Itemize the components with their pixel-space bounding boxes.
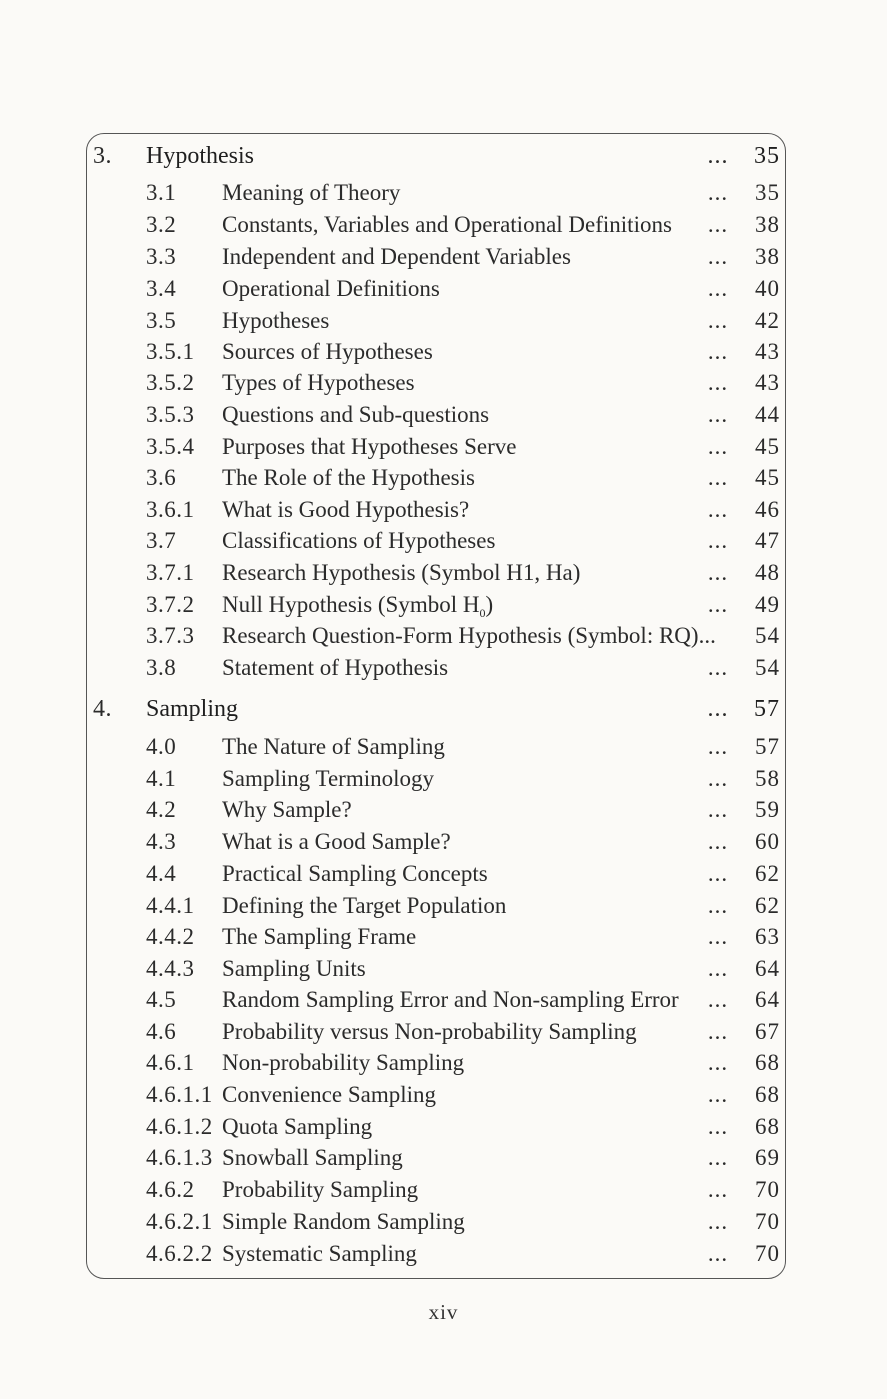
page-number: 45 xyxy=(755,434,780,459)
section-number: 3.4 xyxy=(146,276,177,301)
section-title: Probability Sampling xyxy=(222,1177,419,1202)
toc-entry[interactable] xyxy=(0,890,887,922)
section-number: 3.3 xyxy=(146,244,177,269)
section-number: 4.5 xyxy=(146,987,177,1012)
leader-dots: ... xyxy=(707,734,729,759)
page-number: 70 xyxy=(755,1177,780,1202)
toc-entry[interactable] xyxy=(0,858,887,890)
section-title: Practical Sampling Concepts xyxy=(222,861,488,886)
toc-entry[interactable] xyxy=(0,1111,887,1143)
section-title: Operational Definitions xyxy=(222,276,440,301)
section-title: Convenience Sampling xyxy=(222,1082,436,1107)
section-number: 3.6.1 xyxy=(146,497,195,522)
toc-entry[interactable] xyxy=(0,399,887,431)
page-number: 68 xyxy=(755,1082,780,1107)
section-title-end: ) xyxy=(485,592,494,617)
chapter-title: Sampling xyxy=(146,696,239,722)
section-number: 3.5 xyxy=(146,308,177,333)
page-number: 64 xyxy=(755,956,780,981)
toc-entry[interactable] xyxy=(0,652,887,684)
toc-entry[interactable] xyxy=(0,1047,887,1079)
leader-dots: ... xyxy=(707,402,729,427)
section-title: The Role of the Hypothesis xyxy=(222,465,475,490)
page-number: 68 xyxy=(755,1050,780,1075)
section-number: 4.2 xyxy=(146,797,177,822)
leader-dots: ... xyxy=(707,560,729,585)
toc-entry[interactable] xyxy=(0,209,887,241)
leader-dots: ... xyxy=(707,339,729,364)
leader-dots: ... xyxy=(707,797,729,822)
section-title: The Sampling Frame xyxy=(222,924,417,949)
section-title: Snowball Sampling xyxy=(222,1145,403,1170)
leader-dots: ... xyxy=(707,370,729,395)
section-title: Random Sampling Error and Non-sampling Error xyxy=(222,987,679,1012)
page-number: 45 xyxy=(755,465,780,490)
toc-entry[interactable] xyxy=(0,589,887,621)
page-number: 63 xyxy=(755,924,780,949)
chapter-number: 3. xyxy=(93,143,112,169)
page-number: 35 xyxy=(754,143,780,169)
page-folio: xiv xyxy=(428,1300,459,1324)
section-title: Statement of Hypothesis xyxy=(222,655,449,680)
leader-dots: ... xyxy=(707,1019,729,1044)
toc-entry[interactable] xyxy=(0,273,887,305)
section-number: 3.5.2 xyxy=(146,370,195,395)
section-number: 4.6.2.2 xyxy=(146,1241,213,1266)
section-title: Non-probability Sampling xyxy=(222,1050,465,1075)
section-number: 4.6.1.1 xyxy=(146,1082,213,1107)
leader-dots: ... xyxy=(707,956,729,981)
page-number: 58 xyxy=(755,766,780,791)
section-number: 3.6 xyxy=(146,465,177,490)
section-number: 3.8 xyxy=(146,655,177,680)
page-number: 38 xyxy=(755,212,780,237)
toc-entry[interactable] xyxy=(0,305,887,337)
chapter-title: Hypothesis xyxy=(146,143,254,169)
leader-dots: ... xyxy=(707,861,729,886)
section-number: 4.6.2.1 xyxy=(146,1209,213,1234)
toc-entry[interactable] xyxy=(0,431,887,463)
section-title: Questions and Sub-questions xyxy=(222,402,490,427)
section-title: Constants, Variables and Operational Definitions xyxy=(222,212,672,237)
leader-dots: ... xyxy=(707,1114,729,1139)
leader-dots: ... xyxy=(707,1145,729,1170)
section-title: Quota Sampling xyxy=(222,1114,373,1139)
toc-entry[interactable] xyxy=(0,1016,887,1048)
page-number: 47 xyxy=(755,528,780,553)
section-number: 4.6.1.3 xyxy=(146,1145,213,1170)
section-title: Simple Random Sampling xyxy=(222,1209,465,1234)
section-title: Classifications of Hypotheses xyxy=(222,528,496,553)
section-title: What is Good Hypothesis? xyxy=(222,497,470,522)
section-title: Probability versus Non-probability Sampling xyxy=(222,1019,637,1044)
page-number: 49 xyxy=(755,592,780,617)
leader-dots: ... xyxy=(707,434,729,459)
toc-entry[interactable] xyxy=(0,462,887,494)
section-number: 4.4 xyxy=(146,861,177,886)
page-number: 54 xyxy=(755,655,780,680)
section-title: Research Hypothesis (Symbol H1, Ha) xyxy=(222,560,581,585)
toc-entry[interactable] xyxy=(0,921,887,953)
section-number: 3.2 xyxy=(146,212,177,237)
leader-dots: ... xyxy=(707,766,729,791)
leader-dots: ... xyxy=(707,1082,729,1107)
section-number: 4.0 xyxy=(146,734,177,759)
page-number: 48 xyxy=(755,560,780,585)
page-number: 44 xyxy=(755,402,780,427)
section-number: 4.1 xyxy=(146,766,177,791)
page-number: 54 xyxy=(755,623,780,648)
toc-entry[interactable] xyxy=(0,826,887,858)
page-number: 69 xyxy=(755,1145,780,1170)
section-title: Systematic Sampling xyxy=(222,1241,417,1266)
toc-entry[interactable] xyxy=(0,984,887,1016)
page-number: 42 xyxy=(755,308,780,333)
page-number: 70 xyxy=(755,1209,780,1234)
page-number: 62 xyxy=(755,893,780,918)
page-number: 57 xyxy=(755,734,780,759)
leader-dots: ... xyxy=(707,987,729,1012)
toc-chapter-3[interactable] xyxy=(0,140,887,172)
leader-dots: ... xyxy=(707,1177,729,1202)
leader-dots: ... xyxy=(707,308,729,333)
leader-dots: ... xyxy=(707,592,729,617)
leader-dots: ... xyxy=(707,465,729,490)
page-number: 70 xyxy=(755,1241,780,1266)
section-number: 3.7 xyxy=(146,528,177,553)
section-title: Purposes that Hypotheses Serve xyxy=(222,434,517,459)
page-number: 46 xyxy=(755,497,780,522)
page-number: 43 xyxy=(755,370,780,395)
section-number: 4.4.1 xyxy=(146,893,195,918)
leader-dots: ... xyxy=(707,180,729,205)
section-title: The Nature of Sampling xyxy=(222,734,445,759)
toc-entry[interactable] xyxy=(0,620,887,652)
section-title: Sampling Terminology xyxy=(222,766,434,791)
section-number: 4.3 xyxy=(146,829,177,854)
toc-entry[interactable] xyxy=(0,1079,887,1111)
section-number: 3.7.1 xyxy=(146,560,195,585)
page-number: 62 xyxy=(755,861,780,886)
section-title: Research Question-Form Hypothesis (Symbol: RQ)... xyxy=(222,623,716,648)
toc-entry[interactable] xyxy=(0,794,887,826)
section-title: Hypotheses xyxy=(222,308,330,333)
leader-dots: ... xyxy=(707,1241,729,1266)
toc-entry[interactable] xyxy=(0,367,887,399)
leader-dots: ... xyxy=(707,924,729,949)
page-number: 60 xyxy=(755,829,780,854)
leader-dots: ... xyxy=(707,528,729,553)
section-title: What is a Good Sample? xyxy=(222,829,451,854)
chapter-number: 4. xyxy=(93,696,112,722)
leader-dots: ... xyxy=(707,244,729,269)
page-number: 68 xyxy=(755,1114,780,1139)
toc-entry[interactable] xyxy=(0,336,887,368)
page-number: 59 xyxy=(755,797,780,822)
section-title: Independent and Dependent Variables xyxy=(222,244,571,269)
toc-entry[interactable] xyxy=(0,763,887,795)
toc-entry[interactable] xyxy=(0,1142,887,1174)
toc-entry[interactable] xyxy=(0,1238,887,1270)
toc-entry[interactable] xyxy=(0,1206,887,1238)
section-title: Sources of Hypotheses xyxy=(222,339,433,364)
leader-dots: ... xyxy=(707,893,729,918)
section-number: 4.6.2 xyxy=(146,1177,195,1202)
leader-dots: ... xyxy=(707,655,729,680)
toc-entry[interactable] xyxy=(0,557,887,589)
section-title: Defining the Target Population xyxy=(222,893,507,918)
section-number: 4.4.3 xyxy=(146,956,195,981)
section-number: 3.1 xyxy=(146,180,177,205)
section-number: 3.7.2 xyxy=(146,592,195,617)
page-number: 35 xyxy=(755,180,780,205)
leader-dots: ... xyxy=(707,212,729,237)
section-title: Types of Hypotheses xyxy=(222,370,415,395)
section-number: 4.6 xyxy=(146,1019,177,1044)
toc-entry[interactable] xyxy=(0,525,887,557)
leader-dots: ... xyxy=(707,696,729,722)
section-title: Meaning of Theory xyxy=(222,180,401,205)
section-number: 4.6.1 xyxy=(146,1050,195,1075)
page-number: 40 xyxy=(755,276,780,301)
section-title: Sampling Units xyxy=(222,956,366,981)
section-number: 4.4.2 xyxy=(146,924,195,949)
subscript-zero: 0 xyxy=(479,606,486,620)
section-number: 4.6.1.2 xyxy=(146,1114,213,1139)
leader-dots: ... xyxy=(707,143,729,169)
section-number: 3.5.1 xyxy=(146,339,195,364)
page-number: 57 xyxy=(754,696,780,722)
leader-dots: ... xyxy=(707,497,729,522)
page-number: 67 xyxy=(755,1019,780,1044)
toc-chapter-4[interactable] xyxy=(0,693,887,725)
toc-entry[interactable] xyxy=(0,241,887,273)
page-number: 43 xyxy=(755,339,780,364)
leader-dots: ... xyxy=(707,1209,729,1234)
section-number: 3.5.3 xyxy=(146,402,195,427)
section-title: Why Sample? xyxy=(222,797,352,822)
section-number: 3.5.4 xyxy=(146,434,195,459)
section-number: 3.7.3 xyxy=(146,623,195,648)
leader-dots: ... xyxy=(707,829,729,854)
leader-dots: ... xyxy=(707,1050,729,1075)
toc-entry[interactable] xyxy=(0,953,887,985)
toc-entry[interactable] xyxy=(0,731,887,763)
toc-entry[interactable] xyxy=(0,494,887,526)
toc-entry[interactable] xyxy=(0,177,887,209)
section-title-main: Null Hypothesis (Symbol H xyxy=(222,592,480,617)
leader-dots: ... xyxy=(707,276,729,301)
page-number: 64 xyxy=(755,987,780,1012)
page-number: 38 xyxy=(755,244,780,269)
toc-entry[interactable] xyxy=(0,1174,887,1206)
